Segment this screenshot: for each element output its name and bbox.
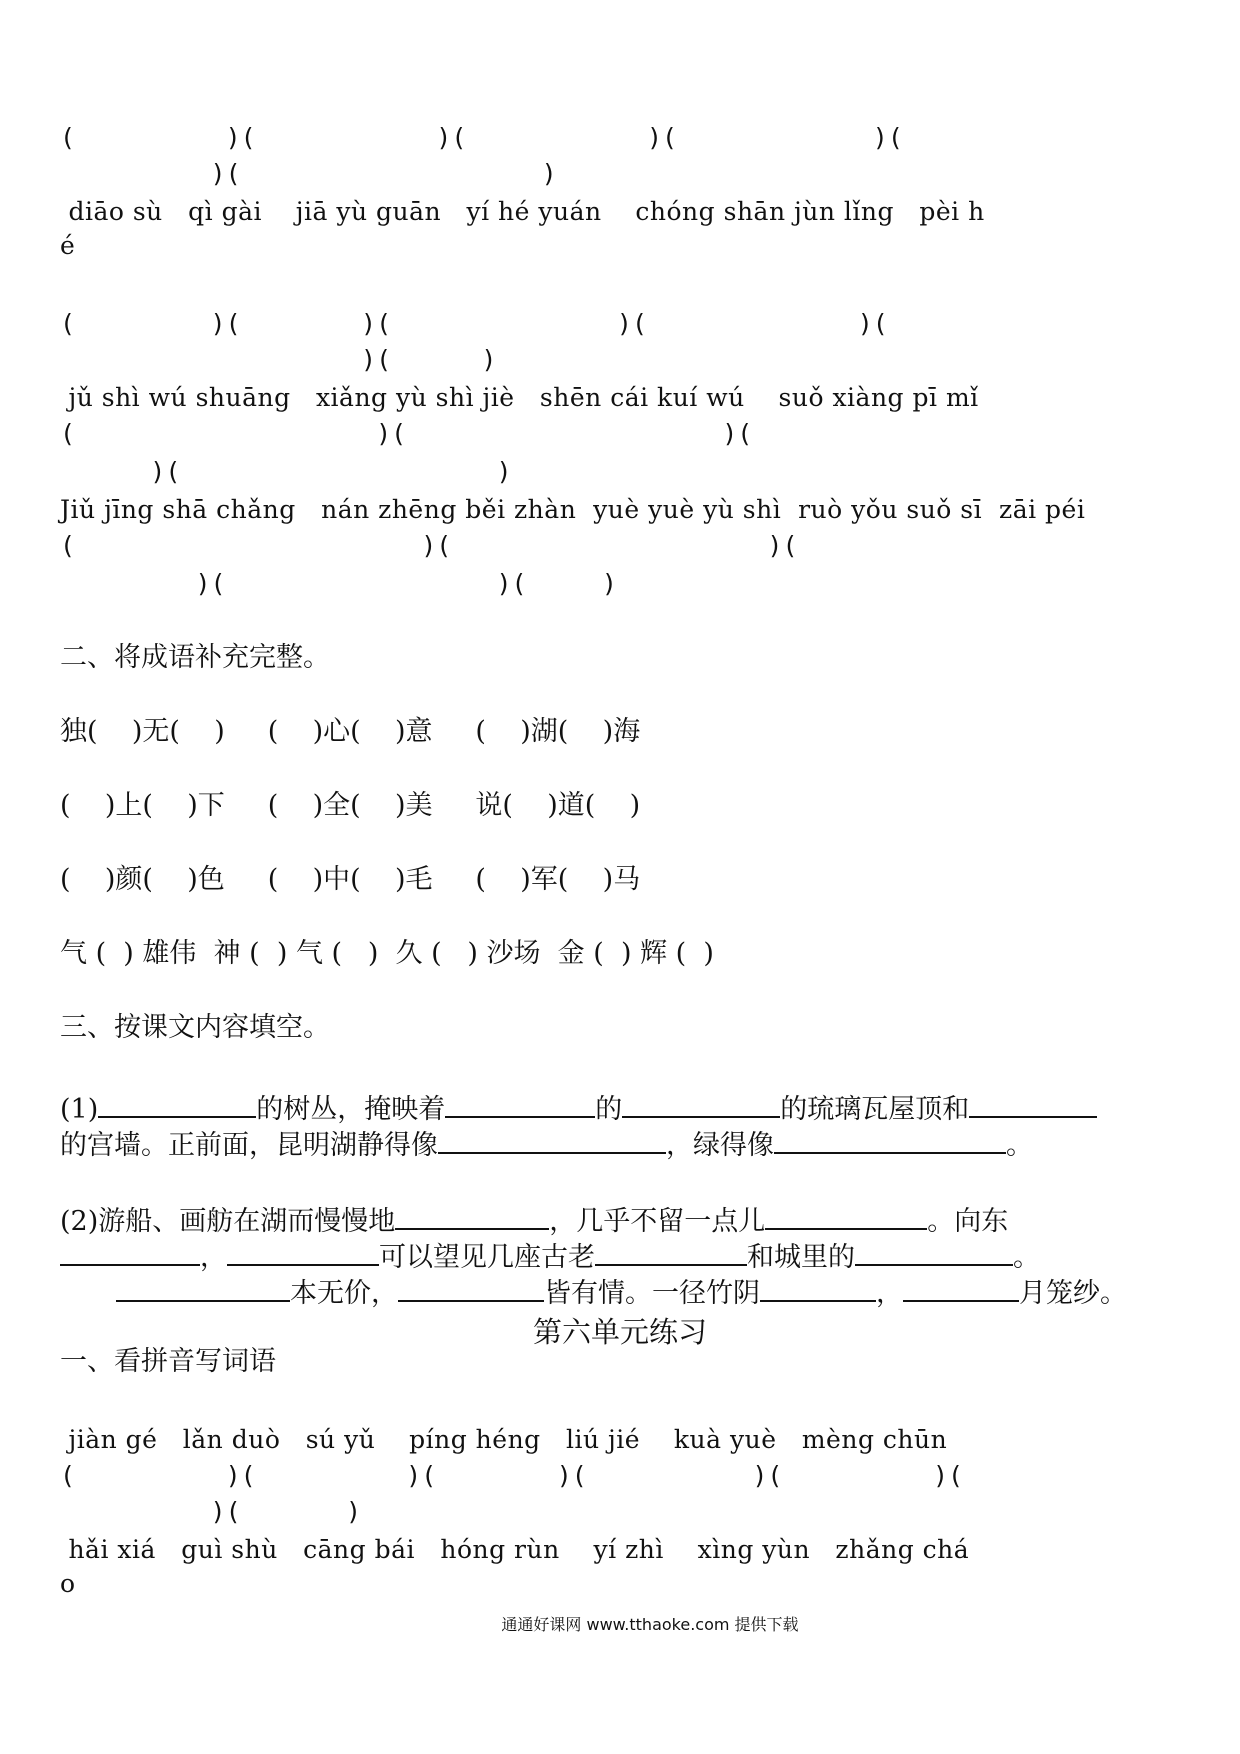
pinyin-row: hǎi xiá guì shù cāng bái hóng rùn yí zhì xìng yùn zhǎng chá: [60, 1535, 970, 1564]
pinyin-row-wrap: é: [60, 231, 76, 260]
blank[interactable]: [398, 1272, 544, 1302]
pinyin-row: jǔ shì wú shuāng xiǎng yù shì jiè shēn cái kuí wú suǒ xiàng pī mǐ: [60, 383, 979, 412]
pinyin-row: Jiǔ jīng shā chǎng nán zhēng běi zhàn yuè yuè yù shì ruò yǒu suǒ sī zāi péi: [60, 495, 1086, 524]
page-footer: 通通好课网 www.tthaoke.com 提供下载: [501, 1615, 799, 1634]
section-heading: 二、将成语补充完整。: [60, 642, 330, 673]
idiom-row: 气 ( ) 雄伟 神 ( ) 气 ( ) 久 ( ) 沙场 金 ( ) 辉 ( ): [60, 938, 714, 969]
unit-title: 第六单元练习: [532, 1315, 707, 1349]
pinyin-row: jiàn gé lǎn duò sú yǔ píng héng liú jié kuà yuè mèng chūn: [60, 1425, 948, 1454]
answer-brackets-row: )( ): [60, 457, 512, 486]
idiom-row: 独( )无( ) ( )心( )意 ( )湖( )海: [60, 716, 641, 747]
blank[interactable]: [765, 1200, 927, 1230]
blank[interactable]: [395, 1200, 549, 1230]
pinyin-row-wrap: o: [60, 1569, 76, 1598]
blank[interactable]: [116, 1272, 290, 1302]
fill-blank-line: (2)游船、画舫在湖而慢慢地 ，几乎不留一点儿 。向东: [60, 1200, 1008, 1238]
answer-brackets-row: )( )( ): [60, 569, 617, 598]
blank[interactable]: [774, 1124, 1006, 1154]
blank[interactable]: [622, 1088, 780, 1118]
answer-brackets-row: )( ): [60, 159, 557, 188]
pinyin-row: diāo sù qì gài jiā yù guān yí hé yuán chóng shān jùn lǐng pèi h: [60, 197, 985, 226]
answer-brackets-row: ( )( )(: [60, 531, 798, 560]
answer-brackets-row: ( )( )( )( )(: [60, 309, 888, 338]
answer-brackets-row: )( ): [60, 345, 497, 374]
answer-brackets-row: ( )( )( )( )(: [60, 123, 903, 152]
section-heading: 三、按课文内容填空。: [60, 1012, 330, 1043]
blank[interactable]: [903, 1272, 1019, 1302]
blank[interactable]: [60, 1236, 200, 1266]
answer-brackets-row: ( )( )(: [60, 419, 753, 448]
fill-blank-line: 本无价， 皆有情。一径竹阴 ， 月笼纱。: [116, 1272, 1127, 1310]
blank[interactable]: [438, 1124, 666, 1154]
answer-brackets-row: ( )( )( )( )( )(: [60, 1461, 964, 1490]
blank[interactable]: [760, 1272, 876, 1302]
fill-blank-line: 的宫墙。正前面，昆明湖静得像 ，绿得像 。: [60, 1124, 1033, 1162]
blank[interactable]: [595, 1236, 747, 1266]
fill-blank-line: ， 可以望见几座古老 和城里的 。: [60, 1236, 1040, 1274]
blank[interactable]: [98, 1088, 256, 1118]
idiom-row: ( )上( )下 ( )全( )美 说( )道( ): [60, 790, 641, 821]
blank[interactable]: [855, 1236, 1013, 1266]
fill-blank-line: (1) 的树丛，掩映着 的 的琉璃瓦屋顶和: [60, 1088, 1097, 1126]
section-heading: 一、看拼音写词语: [60, 1346, 276, 1377]
blank[interactable]: [969, 1088, 1097, 1118]
answer-brackets-row: )( ): [60, 1497, 362, 1526]
idiom-row: ( )颜( )色 ( )中( )毛 ( )军( )马: [60, 864, 641, 895]
blank[interactable]: [227, 1236, 379, 1266]
blank[interactable]: [445, 1088, 595, 1118]
